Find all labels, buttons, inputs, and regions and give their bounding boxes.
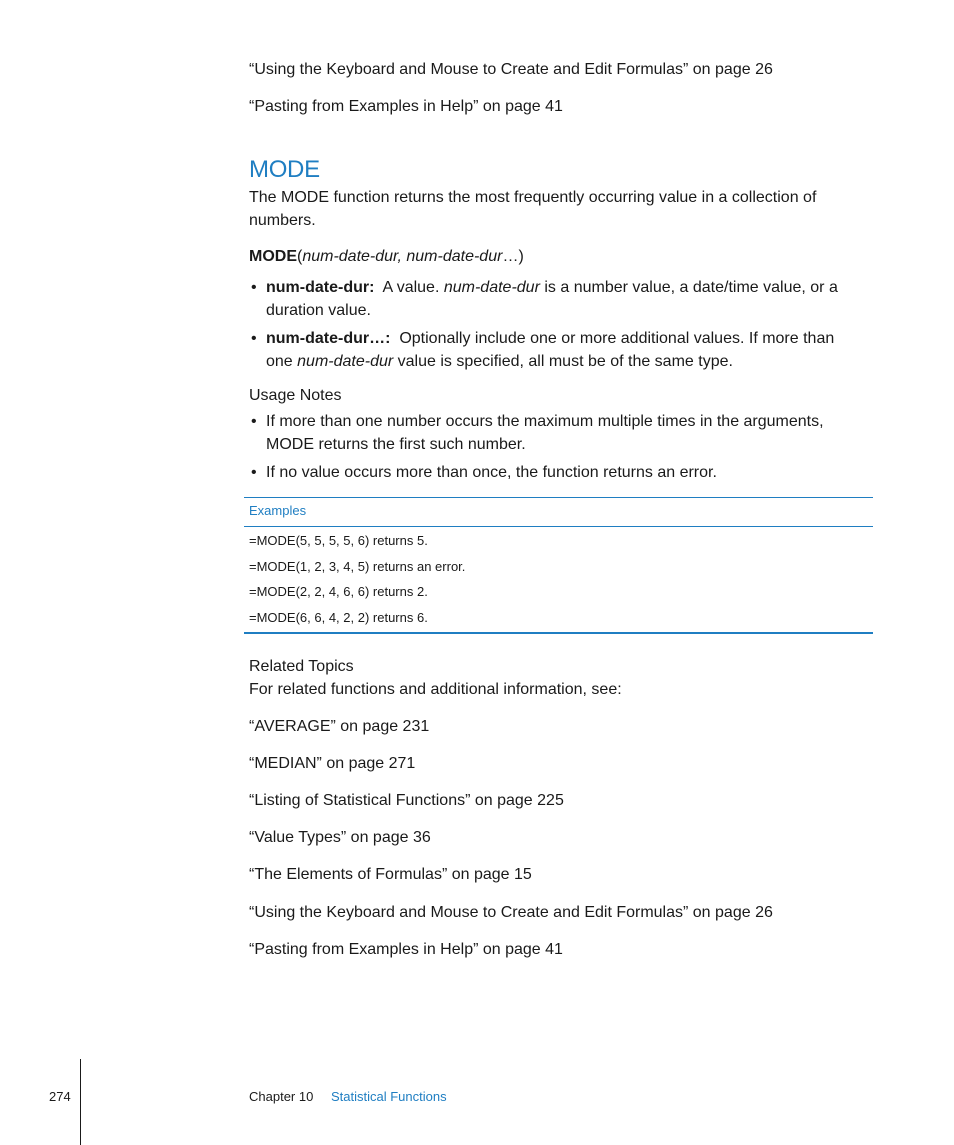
argument-term-italic: num-date-dur bbox=[443, 279, 540, 296]
syntax-function-name: MODE bbox=[249, 248, 297, 265]
bullet-icon: • bbox=[251, 330, 257, 347]
example-line: =MODE(5, 5, 5, 5, 6) returns 5. bbox=[249, 533, 428, 548]
syntax-open-paren: ( bbox=[297, 248, 303, 265]
related-topics-heading: Related Topics bbox=[249, 658, 354, 675]
argument-term: num-date-dur…: bbox=[266, 330, 391, 347]
argument-text: Optionally include one or more additional values. If more than one bbox=[266, 330, 835, 370]
bullet-icon: • bbox=[251, 413, 257, 430]
top-link-1[interactable]: “Using the Keyboard and Mouse to Create and Edit Formulas” on page 26 bbox=[249, 61, 773, 78]
function-heading: MODE bbox=[249, 156, 320, 183]
related-link-listing[interactable]: “Listing of Statistical Functions” on page 225 bbox=[249, 792, 564, 809]
example-line: =MODE(2, 2, 4, 6, 6) returns 2. bbox=[249, 584, 428, 599]
examples-heading: Examples bbox=[249, 503, 307, 518]
usage-note-item bbox=[249, 410, 859, 456]
argument-term: num-date-dur: bbox=[266, 279, 375, 296]
argument-text: A value. bbox=[382, 279, 440, 296]
usage-note-text: If no value occurs more than once, the function returns an error. bbox=[266, 464, 717, 481]
page-number: 274 bbox=[49, 1089, 71, 1104]
usage-note-item bbox=[249, 461, 859, 484]
related-link-median[interactable]: “MEDIAN” on page 271 bbox=[249, 755, 416, 772]
examples-top-rule bbox=[244, 497, 873, 498]
argument-term-italic: num-date-dur bbox=[297, 353, 394, 370]
footer-divider bbox=[80, 1059, 81, 1145]
argument-list bbox=[249, 276, 859, 373]
top-link-2[interactable]: “Pasting from Examples in Help” on page 41 bbox=[249, 98, 563, 115]
bullet-icon: • bbox=[251, 464, 257, 481]
usage-notes-heading: Usage Notes bbox=[249, 387, 342, 404]
syntax-args: num-date-dur, num-date-dur bbox=[302, 248, 503, 265]
bullet-icon: • bbox=[251, 279, 257, 296]
usage-note-text: If more than one number occurs the maximum multiple times in the arguments, MODE returns the first such number. bbox=[266, 413, 824, 453]
related-link-value-types[interactable]: “Value Types” on page 36 bbox=[249, 829, 431, 846]
related-link-pasting[interactable]: “Pasting from Examples in Help” on page 41 bbox=[249, 941, 563, 958]
related-link-elements[interactable]: “The Elements of Formulas” on page 15 bbox=[249, 866, 532, 883]
syntax-line bbox=[249, 247, 524, 267]
argument-item bbox=[249, 327, 859, 373]
example-line: =MODE(6, 6, 4, 2, 2) returns 6. bbox=[249, 610, 428, 625]
footer-section-link[interactable]: Statistical Functions bbox=[331, 1089, 447, 1104]
argument-item bbox=[249, 276, 859, 322]
usage-notes-list bbox=[249, 410, 859, 484]
related-link-keyboard-mouse[interactable]: “Using the Keyboard and Mouse to Create and Edit Formulas” on page 26 bbox=[249, 904, 773, 921]
related-intro: For related functions and additional information, see: bbox=[249, 681, 622, 698]
examples-header-rule bbox=[244, 526, 873, 527]
syntax-ellipsis: …) bbox=[502, 248, 524, 265]
intro-paragraph: The MODE function returns the most frequently occurring value in a collection of numbers. bbox=[249, 189, 817, 229]
argument-text: value is specified, all must be of the same type. bbox=[397, 353, 733, 370]
footer-chapter: Chapter 10 bbox=[249, 1089, 314, 1104]
related-link-average[interactable]: “AVERAGE” on page 231 bbox=[249, 718, 430, 735]
examples-bottom-rule bbox=[244, 632, 873, 634]
example-line: =MODE(1, 2, 3, 4, 5) returns an error. bbox=[249, 559, 466, 574]
argument-text: is a number value, a date/time value, or a duration value. bbox=[266, 279, 838, 319]
